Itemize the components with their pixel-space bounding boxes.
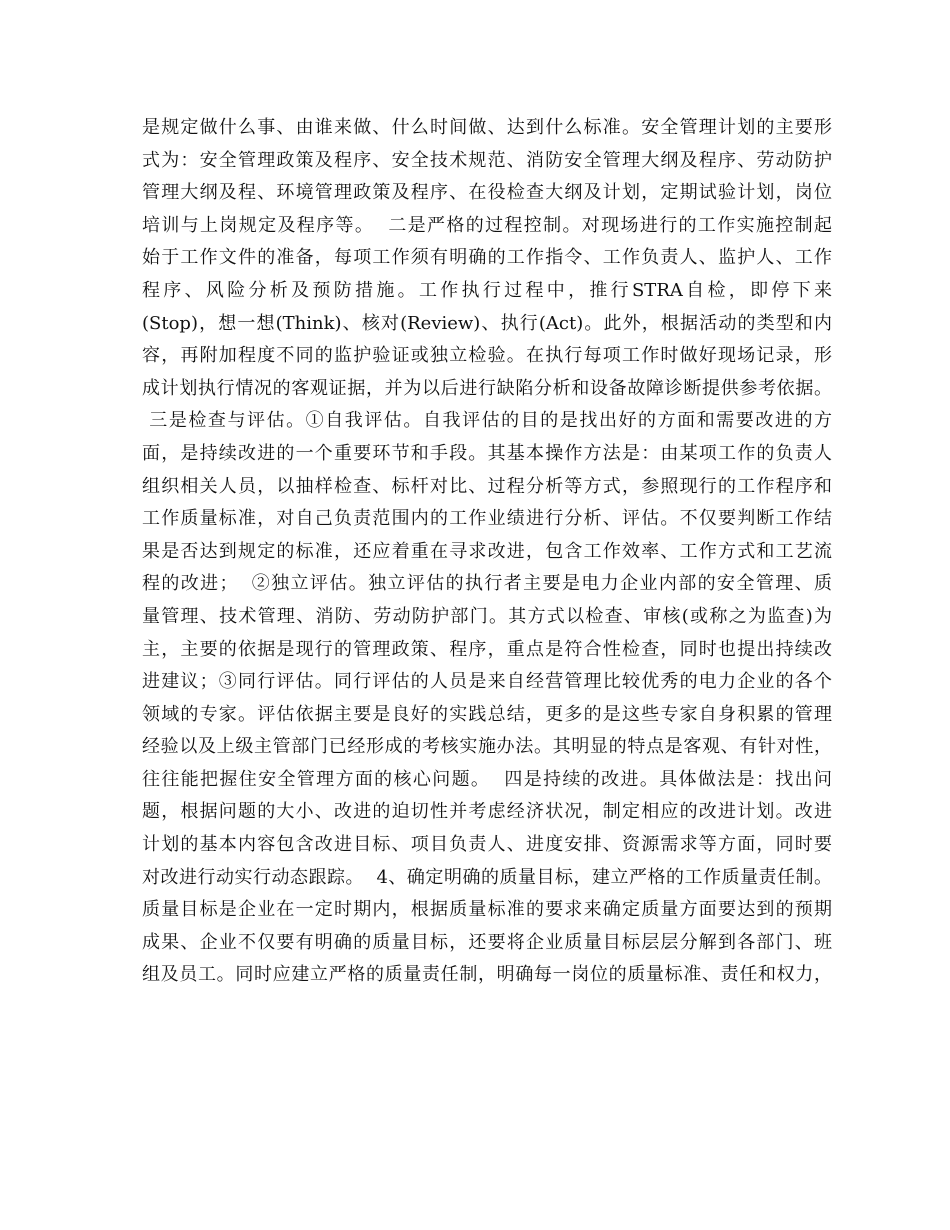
text-line: 对改进行动实行动态跟踪。 4、确定明确的质量目标，建立严格的工作质量责任制。 — [142, 866, 832, 888]
text-line: 往往能把握住安全管理方面的核心问题。 四是持续的改进。具体做法是：找出问 — [142, 768, 832, 790]
text-line: 果是否达到规定的标准，还应着重在寻求改进，包含工作效率、工作方式和工艺流 — [142, 540, 832, 562]
text-line: 程的改进； ②独立评估。独立评估的执行者主要是电力企业内部的安全管理、质 — [142, 573, 832, 595]
text-line: 工作质量标准，对自己负责范围内的工作业绩进行分析、评估。不仅要判断工作结 — [142, 508, 832, 530]
text-line: 三是检查与评估。①自我评估。自我评估的目的是找出好的方面和需要改进的方 — [142, 410, 832, 432]
text-line: 管理大纲及程、环境管理政策及程序、在役检查大纲及计划，定期试验计划，岗位 — [142, 182, 832, 204]
text-line: 质量目标是企业在一定时期内，根据质量标准的要求来确定质量方面要达到的预期 — [142, 899, 832, 921]
text-line: 量管理、技术管理、消防、劳动防护部门。其方式以检查、审核(或称之为监查)为 — [142, 605, 832, 627]
text-line: (Stop)，想一想(Think)、核对(Review)、执行(Act)。此外，根据活动的类型和内 — [142, 312, 832, 334]
text-line: 面，是持续改进的一个重要环节和手段。其基本操作方法是：由某项工作的负责人 — [142, 442, 832, 464]
body-text — [142, 112, 832, 992]
text-line: 领域的专家。评估依据主要是良好的实践总结，更多的是这些专家自身积累的管理 — [142, 703, 832, 725]
text-line: 程序、风险分析及预防措施。工作执行过程中，推行STRA自检，即停下来 — [142, 279, 832, 301]
text-line: 计划的基本内容包含改进目标、项目负责人、进度安排、资源需求等方面，同时要 — [142, 834, 832, 856]
text-line: 容，再附加程度不同的监护验证或独立检验。在执行每项工作时做好现场记录，形 — [142, 345, 832, 367]
text-line: 进建议；③同行评估。同行评估的人员是来自经营管理比较优秀的电力企业的各个 — [142, 671, 832, 693]
text-line: 组及员工。同时应建立严格的质量责任制，明确每一岗位的质量标准、责任和权力， — [142, 964, 832, 986]
text-line: 成果、企业不仅要有明确的质量目标，还要将企业质量目标层层分解到各部门、班 — [142, 931, 832, 953]
text-line: 经验以及上级主管部门已经形成的考核实施办法。其明显的特点是客观、有针对性， — [142, 736, 832, 758]
text-line: 培训与上岗规定及程序等。 二是严格的过程控制。对现场进行的工作实施控制起 — [142, 214, 832, 236]
text-line: 始于工作文件的准备，每项工作须有明确的工作指令、工作负责人、监护人、工作 — [142, 247, 832, 269]
text-line: 题，根据问题的大小、改进的迫切性并考虑经济状况，制定相应的改进计划。改进 — [142, 801, 832, 823]
text-line: 组织相关人员，以抽样检查、标杆对比、过程分析等方式，参照现行的工作程序和 — [142, 475, 832, 497]
text-line: 主，主要的依据是现行的管理政策、程序，重点是符合性检查，同时也提出持续改 — [142, 638, 832, 660]
text-line: 是规定做什么事、由谁来做、什么时间做、达到什么标准。安全管理计划的主要形 — [142, 117, 832, 138]
text-line: 式为：安全管理政策及程序、安全技术规范、消防安全管理大纲及程序、劳动防护 — [142, 149, 832, 171]
text-line: 成计划执行情况的客观证据，并为以后进行缺陷分析和设备故障诊断提供参考依据。 — [142, 377, 832, 399]
